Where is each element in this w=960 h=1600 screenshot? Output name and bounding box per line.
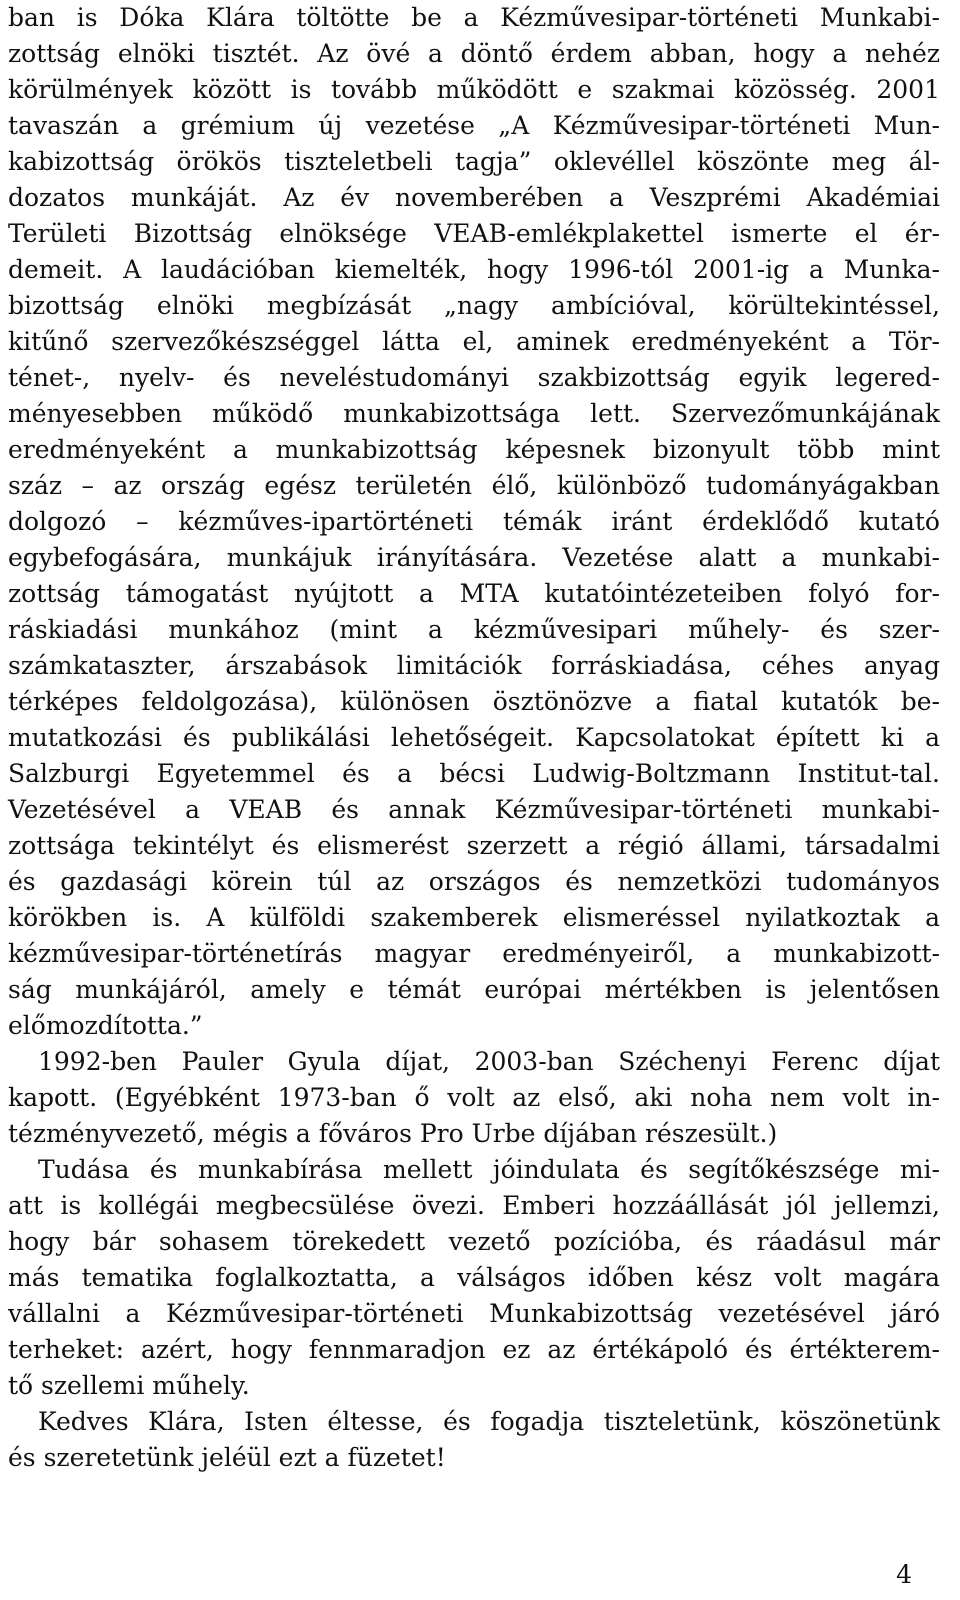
text-line: eredményeként a munkabizottság képesnek bizonyult több mint	[8, 435, 940, 464]
text-line: hogy bár sohasem törekedett vezető pozícióba, és ráadásul már	[8, 1227, 940, 1256]
text-line: terheket: azért, hogy fennmaradjon ez az értékápoló és értékterem-	[8, 1335, 940, 1364]
text-line: 1992-ben Pauler Gyula díjat, 2003-ban Széchenyi Ferenc díjat	[38, 1047, 940, 1076]
text-line: Tudása és munkabírása mellett jóindulata és segítőkészsége mi-	[38, 1155, 940, 1184]
text-line: Salzburgi Egyetemmel és a bécsi Ludwig-Boltzmann Institut-tal.	[8, 759, 940, 788]
text-line: ban is Dóka Klára töltötte be a Kézművesipar-történeti Munkabi-	[8, 3, 940, 32]
paragraph	[8, 1152, 940, 1404]
text-line: körökben is. A külföldi szakemberek elismeréssel nyilatkoztak a	[8, 903, 940, 932]
page-number: 4	[896, 1560, 912, 1589]
text-line: ság munkájáról, amely e témát európai mértékben is jelentősen	[8, 975, 940, 1004]
text-line: száz – az ország egész területén élő, különböző tudományágakban	[8, 471, 940, 500]
text-line: dolgozó – kézműves-ipartörténeti témák iránt érdeklődő kutató	[8, 507, 940, 536]
text-line: Vezetésével a VEAB és annak Kézművesipar-történeti munkabi-	[8, 795, 940, 824]
text-line: kézművesipar-történetírás magyar eredményeiről, a munkabizott-	[8, 939, 940, 968]
text-line: vállalni a Kézművesipar-történeti Munkabizottság vezetésével járó	[8, 1299, 940, 1328]
text-line: kitűnő szervezőkészséggel látta el, aminek eredményeként a Tör-	[8, 327, 940, 356]
text-line: Kedves Klára, Isten éltesse, és fogadja tiszteletünk, köszönetünk	[38, 1407, 940, 1436]
text-line: demeit. A laudációban kiemelték, hogy 1996-tól 2001-ig a Munka-	[8, 255, 940, 284]
text-line: és szeretetünk jeléül ezt a füzetet!	[8, 1443, 446, 1472]
text-line: mutatkozási és publikálási lehetőségeit. Kapcsolatokat épített ki a	[8, 723, 940, 752]
paragraph	[8, 0, 940, 1044]
body-text	[8, 0, 940, 1476]
text-line: előmozdította.”	[8, 1011, 203, 1040]
text-line: és gazdasági körein túl az országos és nemzetközi tudományos	[8, 867, 940, 896]
text-line: tő szellemi műhely.	[8, 1371, 250, 1400]
text-line: att is kollégái megbecsülése övezi. Emberi hozzáállását jól jellemzi,	[8, 1191, 940, 1220]
text-line: bizottság elnöki megbízását „nagy ambícióval, körültekintéssel,	[8, 291, 940, 320]
text-line: dozatos munkáját. Az év novemberében a Veszprémi Akadémiai	[8, 183, 940, 212]
text-line: tézményvezető, mégis a főváros Pro Urbe díjában részesült.)	[8, 1119, 778, 1148]
text-line: számkataszter, árszabások limitációk forráskiadása, céhes anyag	[8, 651, 940, 680]
text-line: ráskiadási munkához (mint a kézművesipari műhely- és szer-	[8, 615, 940, 644]
text-line: zottság támogatást nyújtott a MTA kutatóintézeteiben folyó for-	[8, 579, 940, 608]
paragraph	[8, 1404, 940, 1476]
text-line: térképes feldolgozása), különösen ösztönözve a fiatal kutatók be-	[8, 687, 940, 716]
text-line: kapott. (Egyébként 1973-ban ő volt az első, aki noha nem volt in-	[8, 1083, 940, 1112]
text-line: ményesebben működő munkabizottsága lett. Szervezőmunkájának	[8, 399, 940, 428]
text-line: kabizottság örökös tiszteletbeli tagja” oklevéllel köszönte meg ál-	[8, 147, 940, 176]
text-line: más tematika foglalkoztatta, a válságos időben kész volt magára	[8, 1263, 940, 1292]
text-line: zottsága tekintélyt és elismerést szerzett a régió állami, társadalmi	[8, 831, 940, 860]
text-line: körülmények között is tovább működött e szakmai közösség. 2001	[8, 75, 940, 104]
text-line: egybefogására, munkájuk irányítására. Vezetése alatt a munkabi-	[8, 543, 940, 572]
text-line: Területi Bizottság elnöksége VEAB-emlékplakettel ismerte el ér-	[8, 219, 940, 248]
text-line: tavaszán a grémium új vezetése „A Kézművesipar-történeti Mun-	[8, 111, 940, 140]
text-line: ténet-, nyelv- és neveléstudományi szakbizottság egyik legered-	[8, 363, 940, 392]
text-line: zottság elnöki tisztét. Az övé a döntő érdem abban, hogy a nehéz	[8, 39, 940, 68]
paragraph	[8, 1044, 940, 1152]
